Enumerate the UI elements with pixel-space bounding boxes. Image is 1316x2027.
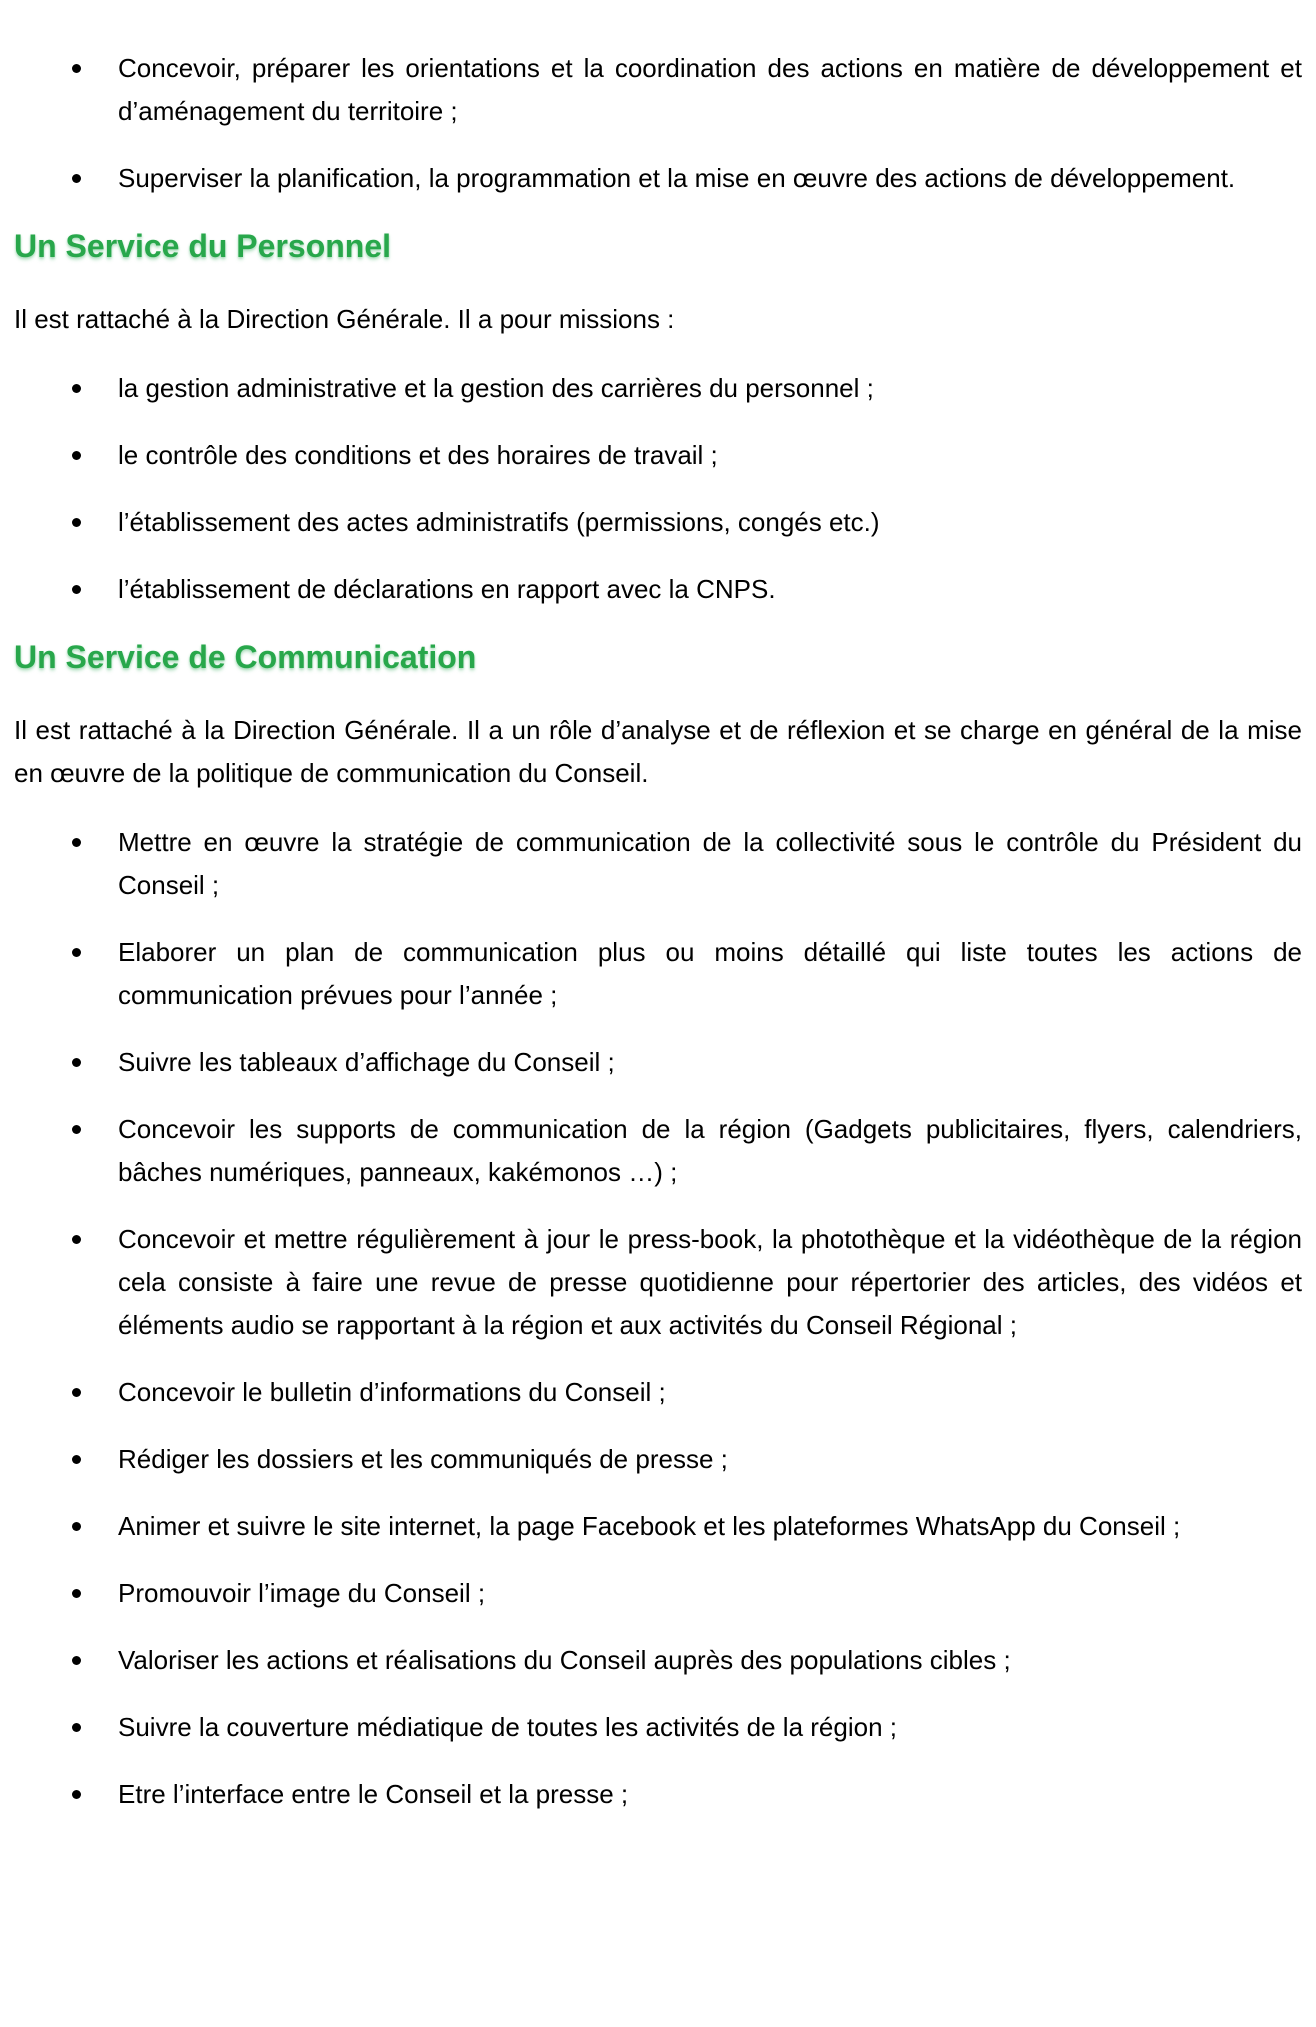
bullet-icon xyxy=(72,1125,81,1134)
bullet-icon xyxy=(72,1589,81,1598)
bullet-icon xyxy=(72,1235,81,1244)
list-item-text: la gestion administrative et la gestion des carrières du personnel ; xyxy=(118,373,874,403)
bullet-icon xyxy=(72,838,81,847)
list-item-text: Mettre en œuvre la stratégie de communication de la collectivité sous le contrôle du Président du Conseil ; xyxy=(118,827,1302,900)
bullet-icon xyxy=(72,1790,81,1799)
bullet-icon xyxy=(72,1058,81,1067)
bullet-icon xyxy=(72,585,81,594)
bullet-icon xyxy=(72,1656,81,1665)
bullet-icon xyxy=(72,518,81,527)
list-item xyxy=(14,568,1302,611)
list-item xyxy=(14,931,1302,1017)
list-item-text: Elaborer un plan de communication plus ou moins détaillé qui liste toutes les actions de communication prévues pour l’année ; xyxy=(118,937,1302,1010)
list-item-text: Promouvoir l’image du Conseil ; xyxy=(118,1578,486,1608)
list-item-text: Etre l’interface entre le Conseil et la presse ; xyxy=(118,1779,629,1809)
list-item-text: Animer et suivre le site internet, la page Facebook et les plateformes WhatsApp du Conseil ; xyxy=(118,1511,1181,1541)
list-item xyxy=(14,1505,1302,1548)
list-item-text: l’établissement de déclarations en rapport avec la CNPS. xyxy=(118,574,776,604)
list-item-text: Superviser la planification, la programmation et la mise en œuvre des actions de développement. xyxy=(118,163,1236,193)
list-item xyxy=(14,1706,1302,1749)
section-heading-personnel: Un Service du Personnel xyxy=(14,228,392,264)
bullet-icon xyxy=(72,948,81,957)
list-item-text: Rédiger les dossiers et les communiqués de presse ; xyxy=(118,1444,728,1474)
bullet-icon xyxy=(72,451,81,460)
list-item-text: le contrôle des conditions et des horaires de travail ; xyxy=(118,440,718,470)
list-item xyxy=(14,1218,1302,1347)
list-item-text: Concevoir, préparer les orientations et la coordination des actions en matière de développement et d’aménagement du territoire ; xyxy=(118,53,1302,126)
bullet-list-intro xyxy=(14,47,1302,200)
list-item xyxy=(14,1639,1302,1682)
list-item xyxy=(14,1773,1302,1816)
bullet-icon xyxy=(72,64,81,73)
list-item xyxy=(14,434,1302,477)
paragraph-personnel-intro: Il est rattaché à la Direction Générale. Il a pour missions : xyxy=(14,304,675,334)
bullet-icon xyxy=(72,174,81,183)
list-item xyxy=(14,1371,1302,1414)
bullet-icon xyxy=(72,1455,81,1464)
list-item xyxy=(14,1438,1302,1481)
bullet-icon xyxy=(72,1388,81,1397)
list-item-text: Valoriser les actions et réalisations du Conseil auprès des populations cibles ; xyxy=(118,1645,1011,1675)
bullet-icon xyxy=(72,1723,81,1732)
bullet-icon xyxy=(72,1522,81,1531)
paragraph-communication-intro: Il est rattaché à la Direction Générale. Il a un rôle d’analyse et de réflexion et se charge en général de la mise en œuvre de la politique de communication du Conseil. xyxy=(14,715,1302,788)
list-item xyxy=(14,367,1302,410)
list-item xyxy=(14,821,1302,907)
list-item-text: l’établissement des actes administratifs (permissions, congés etc.) xyxy=(118,507,880,537)
list-item xyxy=(14,47,1302,133)
list-item-text: Suivre la couverture médiatique de toutes les activités de la région ; xyxy=(118,1712,897,1742)
bullet-icon xyxy=(72,384,81,393)
list-item-text: Concevoir et mettre régulièrement à jour le press-book, la photothèque et la vidéothèque de la région cela consiste à faire une revue de presse quotidienne pour répertorier des articles, des vidéos et éléments audio se rapportant à la région et aux activités du Conseil Régional ; xyxy=(118,1224,1302,1340)
section-heading-communication: Un Service de Communication xyxy=(14,639,477,675)
list-item-text: Concevoir le bulletin d’informations du Conseil ; xyxy=(118,1377,666,1407)
bullet-list-personnel xyxy=(14,367,1302,611)
list-item xyxy=(14,1041,1302,1084)
list-item-text: Suivre les tableaux d’affichage du Conseil ; xyxy=(118,1047,615,1077)
list-item xyxy=(14,157,1302,200)
list-item xyxy=(14,501,1302,544)
list-item-text: Concevoir les supports de communication de la région (Gadgets publicitaires, flyers, calendriers, bâches numériques, panneaux, kakémonos …) ; xyxy=(118,1114,1302,1187)
list-item xyxy=(14,1108,1302,1194)
bullet-list-communication xyxy=(14,821,1302,1816)
list-item xyxy=(14,1572,1302,1615)
